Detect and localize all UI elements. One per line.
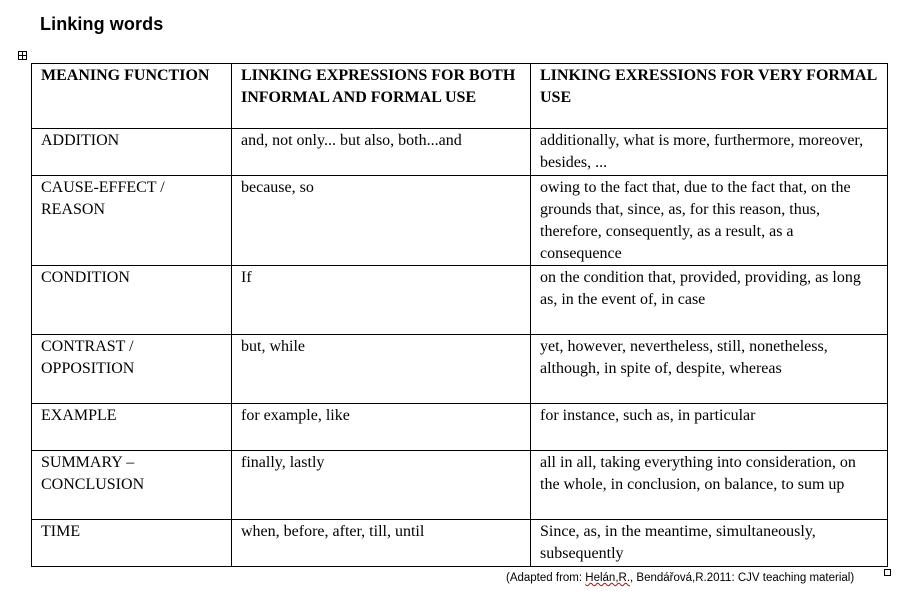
table-row [32, 520, 888, 567]
header-meaning: MEANING FUNCTION [32, 64, 232, 129]
table-row [32, 266, 888, 335]
table-row [32, 451, 888, 520]
linking-words-table [31, 63, 888, 567]
cell-informal: when, before, after, till, until [232, 520, 531, 567]
table-move-handle-icon[interactable] [18, 51, 27, 60]
header-very-formal: LINKING EXRESSIONS FOR VERY FORMAL USE [531, 64, 888, 129]
cell-formal: yet, however, nevertheless, still, nonetheless, although, in spite of, despite, whereas [531, 335, 888, 404]
source-author-misspelled: Helán,R. [585, 572, 631, 584]
table-header-row [32, 64, 888, 129]
table-row [32, 176, 888, 266]
cell-meaning: EXAMPLE [32, 404, 232, 451]
page-title: Linking words [40, 14, 164, 34]
cell-informal: If [232, 266, 531, 335]
source-rest: , Bendářová,R.2011: CJV teaching material) [630, 572, 855, 584]
source-prefix: (Adapted from: [506, 572, 586, 584]
cell-meaning: TIME [32, 520, 232, 567]
cell-meaning: CONDITION [32, 266, 232, 335]
cell-meaning: ADDITION [32, 129, 232, 176]
cell-informal: finally, lastly [232, 451, 531, 520]
header-informal-formal: LINKING EXPRESSIONS FOR BOTH INFORMAL AND FORMAL USE [232, 64, 531, 129]
table-row [32, 335, 888, 404]
source-citation [506, 572, 854, 584]
table-row [32, 129, 888, 176]
table-row [32, 404, 888, 451]
cell-formal: additionally, what is more, furthermore, moreover, besides, ... [531, 129, 888, 176]
cell-formal: on the condition that, provided, providing, as long as, in the event of, in case [531, 266, 888, 335]
cell-formal: for instance, such as, in particular [531, 404, 888, 451]
cell-formal: Since, as, in the meantime, simultaneously, subsequently [531, 520, 888, 567]
cell-meaning: SUMMARY – CONCLUSION [32, 451, 232, 520]
cell-formal: all in all, taking everything into consideration, on the whole, in conclusion, on balance, to sum up [531, 451, 888, 520]
table-resize-handle[interactable] [884, 569, 891, 576]
cell-meaning: CONTRAST / OPPOSITION [32, 335, 232, 404]
cell-informal: and, not only... but also, both...and [232, 129, 531, 176]
cell-formal: owing to the fact that, due to the fact that, on the grounds that, since, as, for this reason, thus, therefore, consequently, as a result, as a consequence [531, 176, 888, 266]
cell-meaning: CAUSE-EFFECT / REASON [32, 176, 232, 266]
cell-informal: because, so [232, 176, 531, 266]
cell-informal: but, while [232, 335, 531, 404]
cell-informal: for example, like [232, 404, 531, 451]
